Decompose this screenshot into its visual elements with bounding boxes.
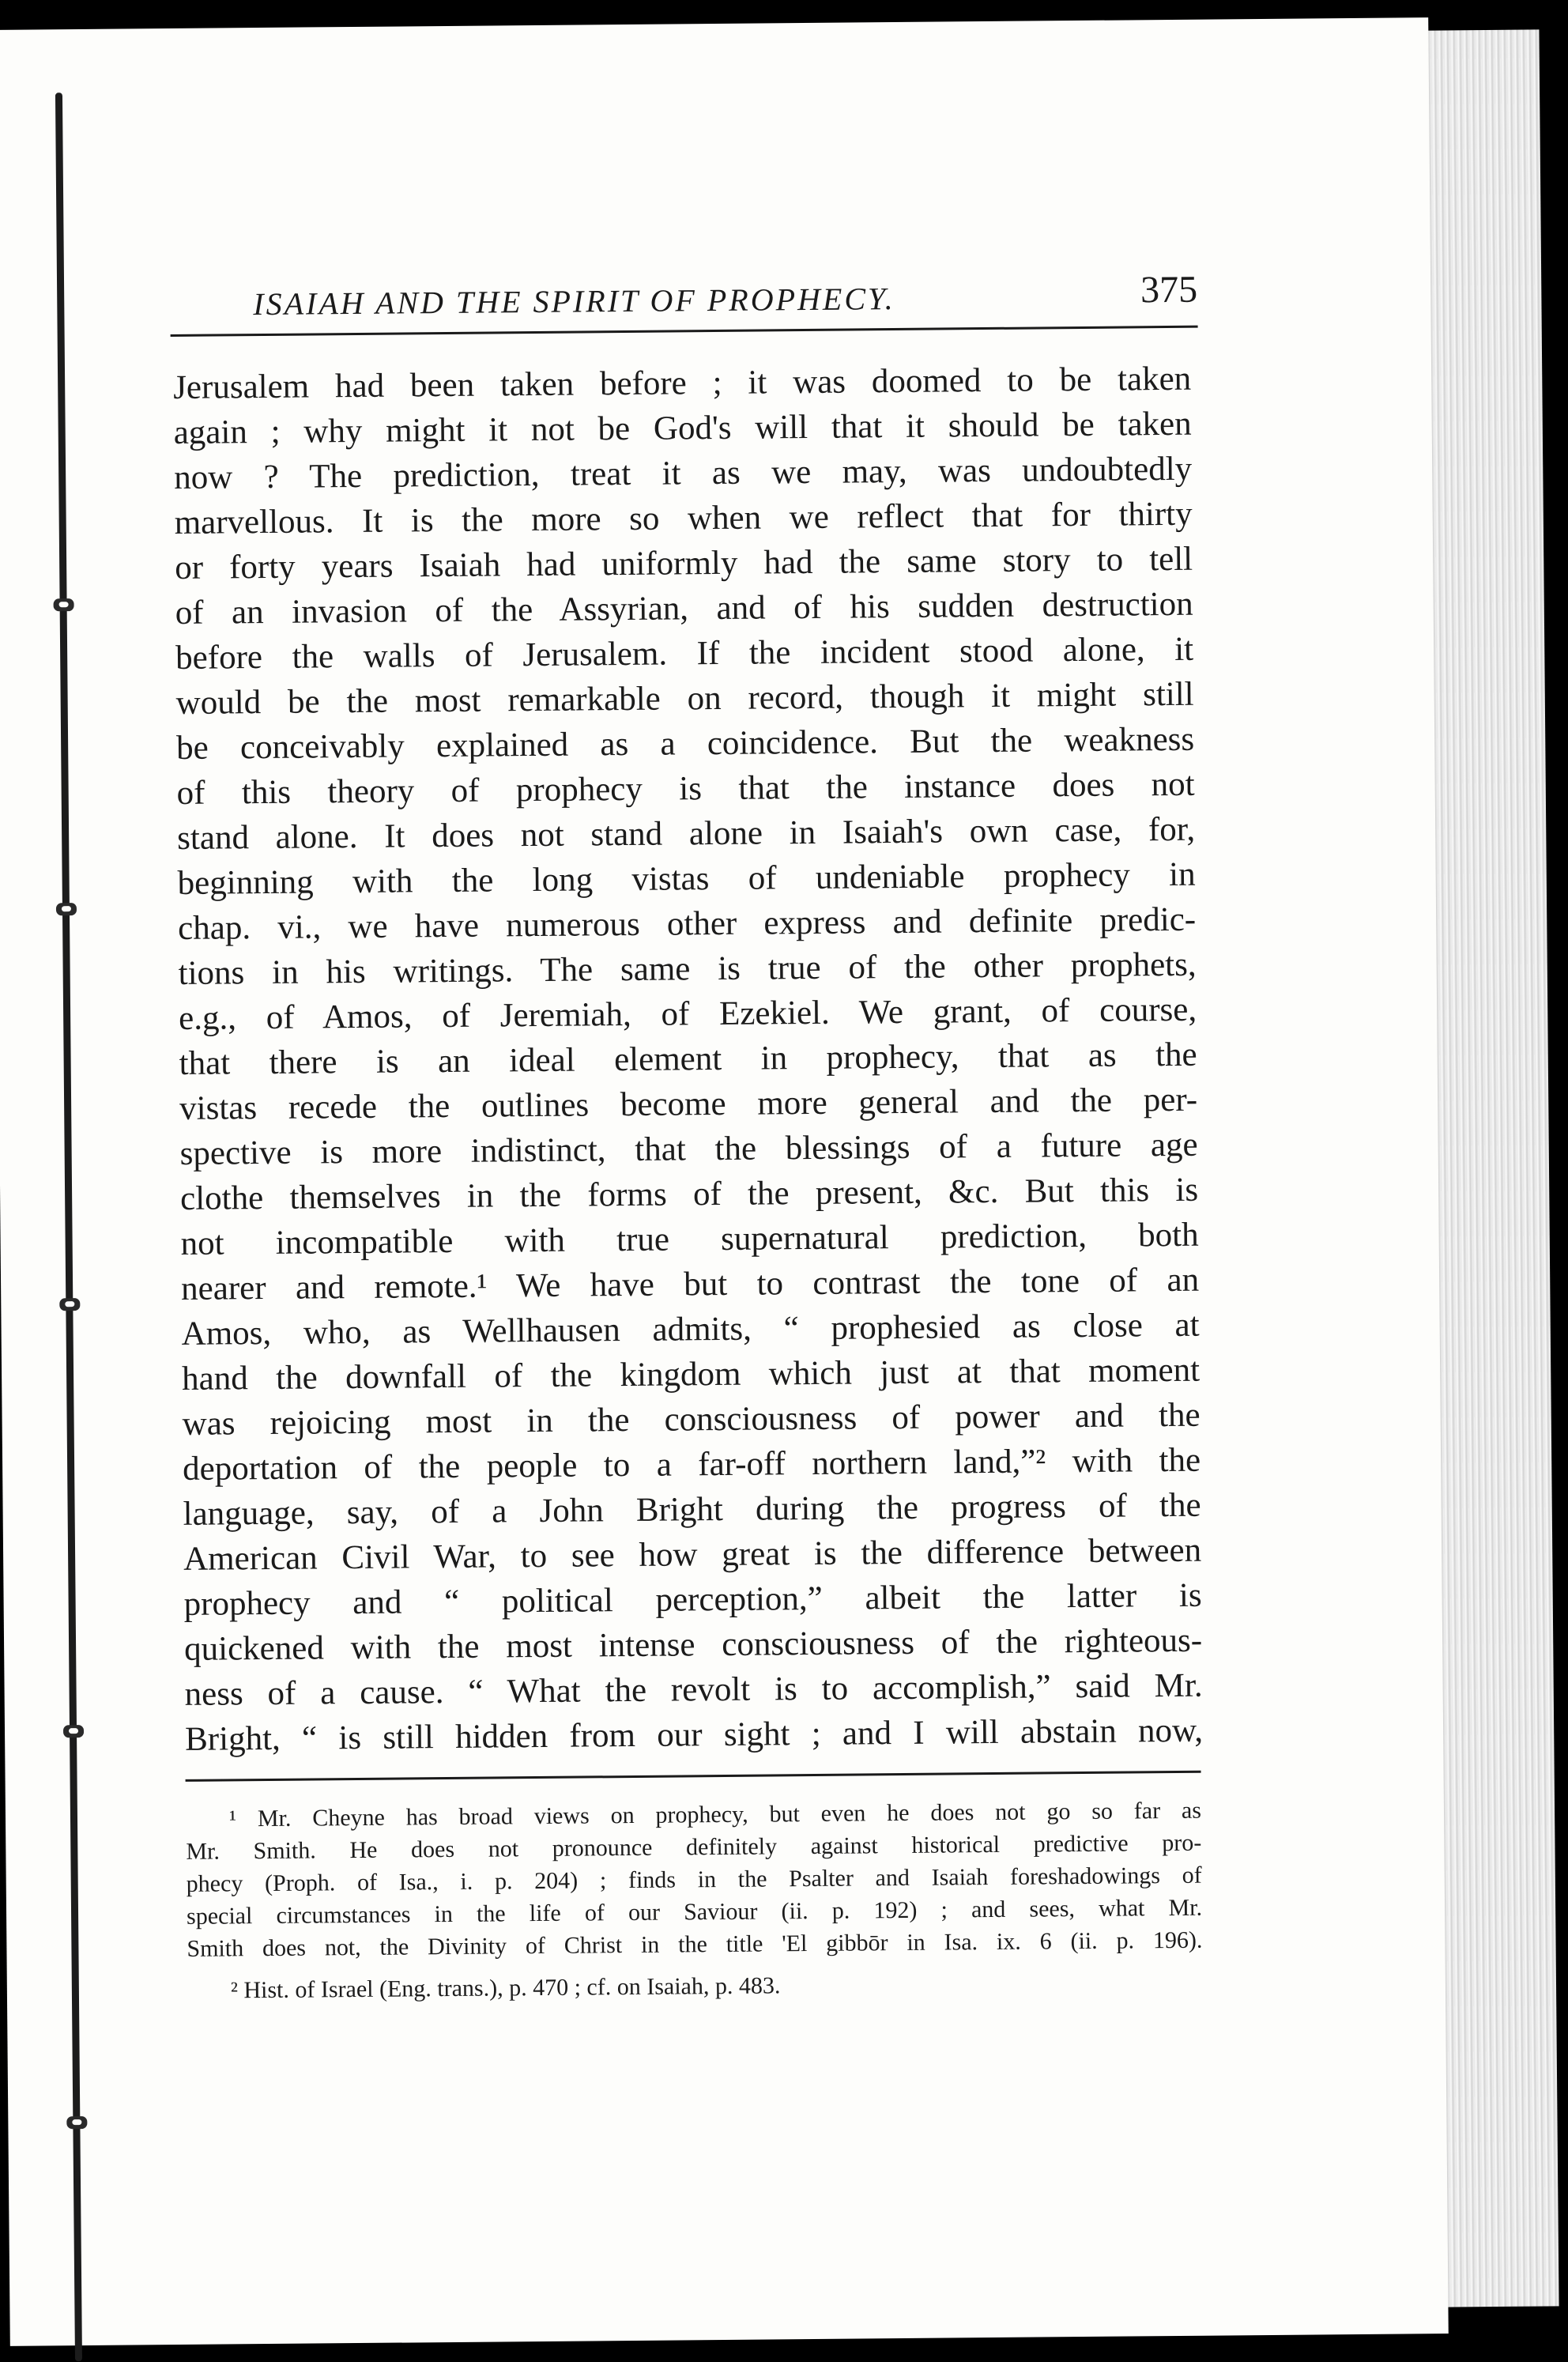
text-line: Bright, “ is still hidden from our sight ; and I will abstain now, xyxy=(184,1711,1204,1758)
footnote-1-line: Smith does not, the Divinity of Christ in the title 'El gibbōr in Isa. ix. 6 (ii. p. 196). xyxy=(187,1926,1203,1962)
binding-thread xyxy=(55,92,82,2361)
text-line: would be the most remarkable on record, though it might still xyxy=(175,675,1194,722)
book-page xyxy=(0,17,1449,2346)
page-number: 375 xyxy=(1140,268,1198,311)
footnotes xyxy=(186,1794,1203,2007)
binding-stitch xyxy=(56,903,77,915)
binding-stitch xyxy=(66,2116,87,2129)
text-line: was rejoicing most in the consciousness of power and the xyxy=(182,1396,1200,1443)
text-line: language, say, of a John Bright during the progress of the xyxy=(183,1486,1201,1533)
text-line: prophecy and “ political perception,” albeit the latter is xyxy=(183,1576,1202,1623)
text-line: not incompatible with true supernatural prediction, both xyxy=(180,1216,1199,1262)
footnote-1-line: special circumstances in the life of our Saviour (ii. p. 192) ; and sees, what Mr. xyxy=(186,1894,1203,1930)
body-text xyxy=(173,357,1203,1762)
running-head xyxy=(170,257,1198,337)
text-line: nearer and remote.¹ We have but to contrast the tone of an xyxy=(180,1261,1200,1307)
footnote-1-line: ¹ Mr. Cheyne has broad views on prophecy, but even he does not go so far as xyxy=(228,1797,1202,1832)
text-line: or forty years Isaiah had uniformly had the same story to tell xyxy=(174,540,1193,587)
text-line: of an invasion of the Assyrian, and of his sudden destruction xyxy=(175,585,1193,632)
binding-stitch xyxy=(54,598,74,611)
text-line: Jerusalem had been taken before ; it was doomed to be taken xyxy=(173,360,1192,406)
footnote-1-line: Mr. Smith. He does not pronounce definitely against historical predictive pro- xyxy=(186,1829,1202,1865)
text-line: e.g., of Amos, of Jeremiah, of Ezekiel. We grant, of course, xyxy=(178,990,1197,1037)
text-line: beginning with the long vistas of undeniable prophecy in xyxy=(177,855,1196,902)
text-line: spective is more indistinct, that the blessings of a future age xyxy=(179,1126,1198,1172)
text-line: marvellous. It is the more so when we reflect that for thirty xyxy=(174,495,1193,541)
text-line: before the walls of Jerusalem. If the incident stood alone, it xyxy=(175,630,1194,677)
text-line: tions in his writings. The same is true of the other prophets, xyxy=(178,945,1197,992)
text-line: chap. vi., we have numerous other express and definite predic- xyxy=(177,900,1197,947)
footnote-1-line: phecy (Proph. of Isa., i. p. 204) ; finds in the Psalter and Isaiah foreshadowings of xyxy=(186,1862,1202,1897)
text-line: American Civil War, to see how great is the difference between xyxy=(183,1531,1202,1578)
binding-stitch xyxy=(63,1725,84,1738)
text-line: again ; why might it not be God's will that it should be taken xyxy=(173,405,1192,451)
text-line: be conceivably explained as a coincidence. But the weakness xyxy=(175,720,1195,767)
text-line: deportation of the people to a far-off northern land,”² with the xyxy=(182,1441,1201,1488)
running-title: ISAIAH AND THE SPIRIT OF PROPHECY. xyxy=(253,281,895,323)
text-line: vistas recede the outlines become more general and the per- xyxy=(179,1081,1198,1127)
text-line: ness of a cause. “ What the revolt is to accomplish,” said Mr. xyxy=(184,1666,1203,1713)
text-line: quickened with the most intense consciousness of the righteous- xyxy=(183,1621,1203,1668)
text-line: stand alone. It does not stand alone in Isaiah's own case, for, xyxy=(176,810,1196,857)
text-line: now ? The prediction, treat it as we may, was undoubtedly xyxy=(173,450,1193,496)
text-line: clothe themselves in the forms of the present, &c. But this is xyxy=(179,1171,1199,1217)
text-line: that there is an ideal element in prophecy, that as the xyxy=(179,1036,1197,1082)
footnote-rule xyxy=(186,1771,1201,1782)
binding-stitch xyxy=(59,1298,80,1311)
footnote-2: ² Hist. of Israel (Eng. trans.), p. 470 ; cf. on Isaiah, p. 483. xyxy=(230,1972,781,2004)
text-line: Amos, who, as Wellhausen admits, “ prophesied as close at xyxy=(181,1306,1200,1353)
text-line: of this theory of prophecy is that the instance does not xyxy=(176,765,1195,812)
text-line: hand the downfall of the kingdom which just at that moment xyxy=(181,1351,1200,1398)
